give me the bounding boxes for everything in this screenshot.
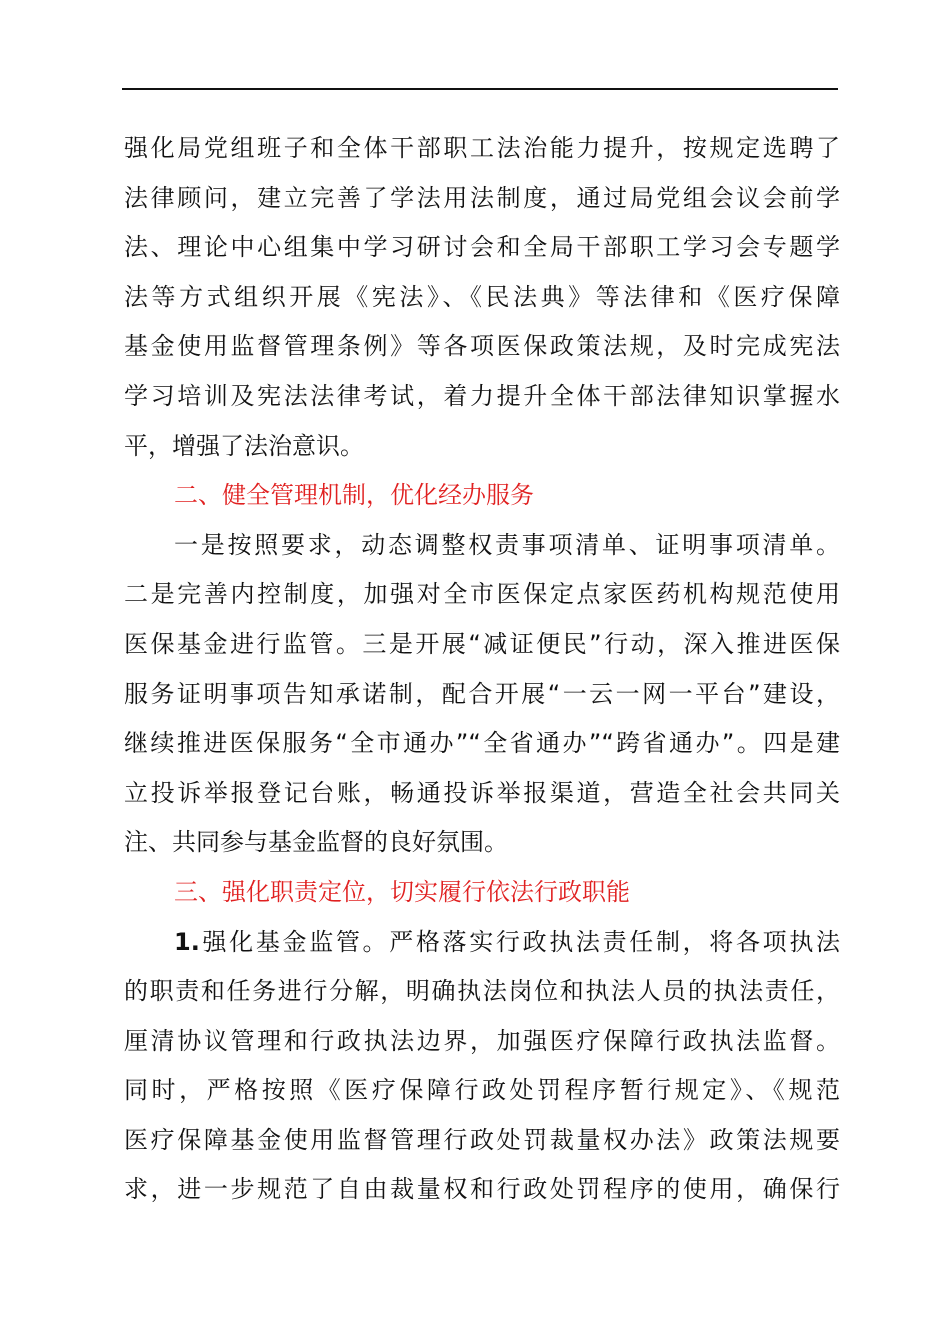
section-heading-3: 三、强化职责定位，切实履行依法行政职能 (174, 877, 630, 906)
text-line: 继续推进医保服务“全市通办”“全省通办”“跨省通办”。四是建 (124, 729, 840, 758)
text-line: 同时，严格按照《医疗保障行政处罚程序暂行规定》、《规范 (124, 1076, 840, 1105)
header-rule (122, 88, 838, 90)
text-line: 法、理论中心组集中学习研讨会和全局干部职工学习会专题学 (124, 233, 840, 262)
text-line: 医保基金进行监管。三是开展“减证便民”行动，深入推进医保 (124, 629, 840, 658)
text-line: 医疗保障基金使用监督管理行政处罚裁量权办法》政策法规要 (124, 1125, 840, 1154)
paragraph-2 (124, 521, 840, 868)
text-line: 学习培训及宪法法律考试，着力提升全体干部法律知识掌握水 (124, 381, 840, 410)
text-line: 一是按照要求，动态调整权责事项清单、证明事项清单。 (174, 530, 840, 559)
text-line: 二是完善内控制度，加强对全市医保定点家医药机构规范使用 (124, 580, 840, 609)
item-text: 强化基金监管。严格落实行政执法责任制，将各项执法 (199, 927, 840, 956)
text-line (124, 918, 840, 968)
text-line: 服务证明事项告知承诺制，配合开展“一云一网一平台”建设， (124, 679, 840, 708)
text-line: 厘清协议管理和行政执法边界，加强医疗保障行政执法监督。 (124, 1026, 840, 1055)
item-number: 1. (174, 927, 200, 956)
text-line: 立投诉举报登记台账，畅通投诉举报渠道，营造全社会共同关 (124, 778, 840, 807)
text-line: 法律顾问，建立完善了学法用法制度，通过局党组会议会前学 (124, 183, 840, 212)
document-body (124, 124, 840, 1215)
text-line: 平，增强了法治意识。 (124, 431, 364, 460)
text-line: 强化局党组班子和全体干部职工法治能力提升，按规定选聘了 (124, 134, 840, 162)
text-line: 求，进一步规范了自由裁量权和行政处罚程序的使用，确保行 (124, 1175, 840, 1204)
text-line: 注、共同参与基金监督的良好氛围。 (124, 828, 508, 857)
text-line: 基金使用监督管理条例》等各项医保政策法规，及时完成宪法 (124, 332, 840, 361)
paragraph-1 (124, 124, 840, 471)
text-line: 的职责和任务进行分解，明确执法岗位和执法人员的执法责任， (124, 977, 840, 1006)
text-line: 法等方式组织开展《宪法》、《民法典》等法律和《医疗保障 (124, 282, 840, 311)
paragraph-3 (124, 918, 840, 1216)
section-heading-2: 二、健全管理机制，优化经办服务 (174, 481, 534, 510)
